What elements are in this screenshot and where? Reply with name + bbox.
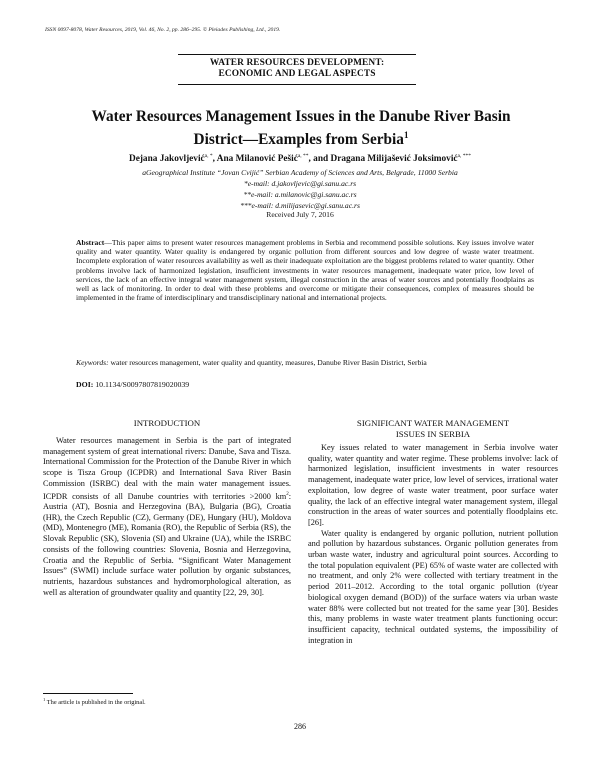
section-banner	[178, 54, 416, 85]
introduction-paragraph: Water resources management in Serbia is the part of integrated management system of great international rivers: Danube, Sava and Tisza. International Commission for the Protection of the Danube River in which scope is Tisza Group (ICPDR) and International Sava River Basin Commission (ISRBC) deal with the main water management issues. ICPDR consists of all Danube countries with territories >2000 $km^2$: Austria (AT), Bosnia and Herzegovina (BA), Bulgaria (BG), Croatia (HR), the Czech Republic (CZ), Germany (DE), Hungary (HU), Moldova (MD), Montenegro (ME), Romania (RO), the Republic of Serbia (RS), the Slovak Republic (SK), Slovenia (SI) and Ukraine (UA), while the ISRBC consists of the following countries: Slovenia, Bosnia and Herzegovina, Croatia and the Republic of Serbia. “Significant Water Management Issues” (SWMI) include surface water pollution by organic substances, nutrients, hazardous substances and hydromorphological alteration, as well as alteration of groundwater quality and quantity [22, 29, 30].	[43, 436, 291, 597]
affiliation: aGeographical Institute “Jovan Cvijić” Serbian Academy of Sciences and Arts, Belgrade, 11000 Serbia	[142, 168, 458, 177]
keywords-text: water resources management, water quality and quantity, measures, Danube River Basin District, Serbia	[108, 358, 427, 367]
email-2: **e-mail: a.milanovic@gi.sanu.ac.rs	[243, 190, 357, 199]
author-1: Dejana Jakovljević	[129, 154, 205, 165]
running-head: ISSN 0097-8078, Water Resources, 2019, Vol. 46, No. 2, pp. 286–295. © Pleiades Publishing, Ltd., 2019.	[45, 27, 281, 33]
doi-label: DOI:	[76, 380, 94, 389]
section-line-1: WATER RESOURCES DEVELOPMENT:	[209, 58, 385, 68]
abstract	[76, 238, 534, 302]
banner-rule-top	[178, 54, 416, 55]
section-heading: SIGNIFICANT WATER MANAGEMENT ISSUES IN SERBIA	[356, 418, 510, 439]
title-line-1: Water Resources Management Issues in the Danube River Basin	[91, 108, 511, 125]
banner-rule-bottom	[178, 84, 416, 85]
abstract-label: Abstract	[76, 238, 105, 247]
section-line-2: ECONOMIC AND LEGAL ASPECTS	[218, 69, 376, 79]
author-3: , and Dragana Milijašević Joksimović	[308, 154, 458, 165]
doi-value: 10.1134/S0097807819020039	[93, 380, 190, 389]
section-body	[308, 443, 558, 646]
title-footnote-mark: 1	[403, 130, 409, 140]
doi	[76, 380, 534, 389]
introduction-heading: INTRODUCTION	[133, 418, 201, 428]
author-list: Dejana Jakovljević$^{a, *}$, Ana Milanović Pešić$^{a, **}$, and Dragana Milijašević Joksimović$^{a, ***}$	[129, 153, 471, 165]
email-1: *e-mail: d.jakovljevic@gi.sanu.ac.rs	[243, 179, 357, 188]
author-2: , Ana Milanović Pešić	[212, 154, 298, 165]
keywords-label: Keywords:	[76, 358, 109, 367]
title-line-2: District—Examples from Serbia$^1$	[193, 130, 409, 149]
email-3: ***e-mail: d.milijasevic@gi.sanu.ac.rs	[240, 201, 360, 210]
received-date: Received July 7, 2016	[266, 210, 334, 219]
section-paragraph-1: Key issues related to water management in Serbia involve water quality, water quantity and water regime. These problems involve: lack of harmonized legislation, insufficient investments in water resources management, inadequate water price, low level of services, irrational water exploitation, low degree of waste water treatment, poor surface water quality, the lack of an effective integral water management system, illegal construction in the areas of water sources and potentially floodplains etc. [26].	[308, 443, 558, 527]
page-number: 286	[294, 722, 306, 731]
keywords	[76, 358, 534, 367]
footnote: $^1$ The article is published in the original.	[43, 697, 146, 707]
abstract-text: —This paper aims to present water resources management problems in Serbia and recommend possible solutions. Key issues involve water quality and water quantity. Water quality is endangered by organic pollution from different sources and low degree of waste water treatment. Incomplete exploration of water resources availability as well as their inadequate exploitation are the biggest problems related to water quantity. Other problems involve lack of harmonized legislation, insufficient investments in water resources management, inadequate water price, low level of services, the lack of an effective integral water management system, illegal construction in the areas of water sources and potentially floodplains as well as lack of monitoring. In order to deal with these problems and overcome or mitigate their consequences, complex of measures should be implemented in the frame of interdisciplinary and transdisciplinary national and international projects.	[76, 238, 534, 303]
introduction-body	[43, 436, 291, 598]
paper-title	[40, 108, 562, 149]
section-paragraph-2: Water quality is endangered by organic pollution, nutrient pollution and pollution by hazardous substances. Organic pollution generates from urban waste water, industry and agricultural point sources. According to the total population equivalent (PE) 65% of waste water are collected with no treatment, and only 2% were collected with tertiary treatment in the period 2011–2012. According to the total organic pollution (t/year biological oxygen demand (BOD)) of the surface waters via urban waste water 88% were collected but not treated for the same year [30]. Besides this, many problems in waste water treatment plants functioning occur: insufficient capacity, technical outdated systems, the impossibility of integration in	[308, 528, 558, 645]
footnote-rule	[43, 693, 133, 694]
